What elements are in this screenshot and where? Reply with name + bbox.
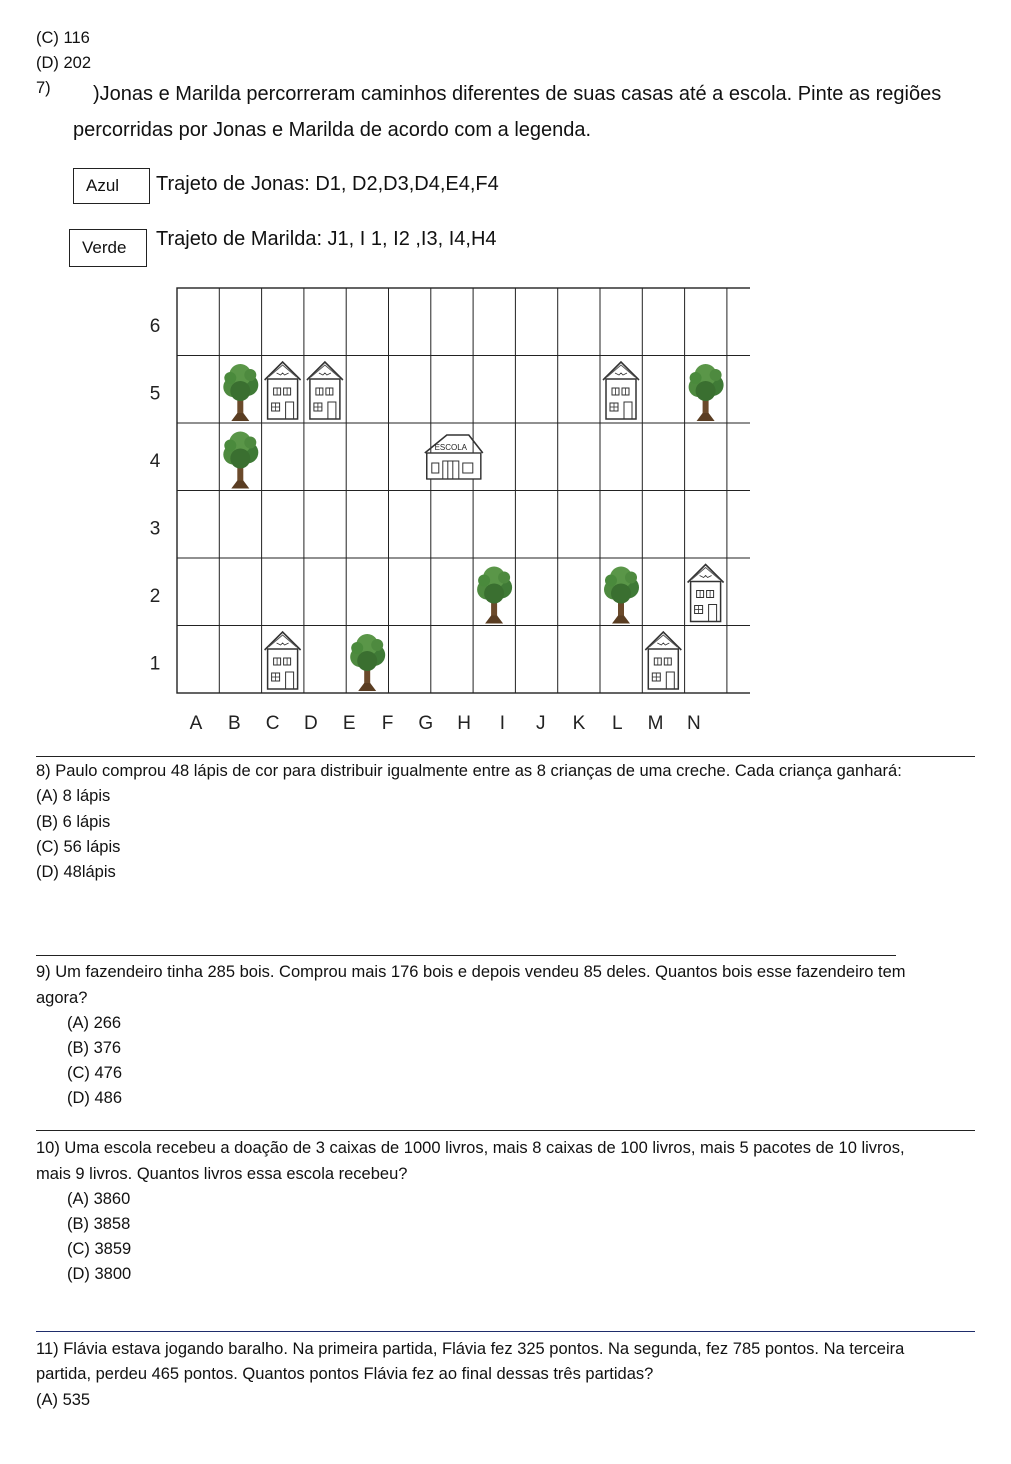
- col-label-G: G: [418, 713, 434, 734]
- col-label-H: H: [457, 713, 471, 734]
- q7-text-line2: percorridas por Jonas e Marilda de acordo com a legenda.: [73, 119, 592, 141]
- q7-text-line1: )Jonas e Marilda percorreram caminhos diferentes de suas casas até a escola. Pinte as regiões: [93, 83, 942, 105]
- school-icon: [425, 435, 483, 479]
- q9-option-a: (A) 266: [67, 1014, 122, 1032]
- legend-box-green-label: Verde: [82, 238, 127, 257]
- col-label-D: D: [304, 713, 318, 734]
- q10-question-line1: 10) Uma escola recebeu a doação de 3 caixas de 1000 livros, mais 8 caixas de 100 livros, mais 5 pacotes de 10 livros,: [36, 1139, 905, 1157]
- tree-icon: [350, 634, 385, 691]
- q9-option-b: (B) 376: [67, 1039, 122, 1057]
- q9-question-line2: agora?: [36, 989, 88, 1007]
- q9-option-c: (C) 476: [67, 1064, 123, 1082]
- house-icon: [307, 362, 343, 419]
- row-label-4: 4: [149, 451, 161, 472]
- coordinate-grid-map: [130, 280, 750, 740]
- q10-question-line2: mais 9 livros. Quantos livros essa escola recebeu?: [36, 1165, 408, 1183]
- col-label-L: L: [612, 713, 623, 734]
- legend-box-green: [69, 229, 147, 267]
- row-label-3: 3: [149, 518, 161, 540]
- q10-option-b: (B) 3858: [67, 1215, 131, 1233]
- divider-q11: [36, 1331, 975, 1332]
- col-label-K: K: [572, 713, 586, 734]
- col-label-I: I: [499, 713, 506, 734]
- tree-icon: [223, 364, 258, 421]
- col-label-J: J: [535, 713, 546, 734]
- col-label-B: B: [227, 713, 241, 734]
- q8-question: 8) Paulo comprou 48 lápis de cor para distribuir igualmente entre as 8 crianças de uma creche. Cada criança ganhará:: [36, 762, 902, 780]
- tree-icon: [477, 567, 512, 624]
- q11-question-line2: partida, perdeu 465 pontos. Quantos pontos Flávia fez ao final dessas três partidas?: [36, 1365, 654, 1383]
- q8-option-a: (A) 8 lápis: [36, 787, 111, 805]
- q10-option-a: (A) 3860: [67, 1190, 131, 1208]
- col-label-N: N: [687, 713, 701, 734]
- col-label-C: C: [265, 713, 280, 734]
- row-label-1: 1: [149, 653, 161, 675]
- divider-q8: [36, 756, 975, 757]
- tree-icon: [689, 364, 724, 421]
- q8-option-b: (B) 6 lápis: [36, 813, 111, 831]
- q8-option-c: (C) 56 lápis: [36, 838, 121, 856]
- q11-option-a: (A) 535: [36, 1391, 91, 1409]
- col-label-E: E: [342, 713, 356, 734]
- house-icon: [645, 632, 681, 689]
- row-label-5: 5: [149, 383, 161, 405]
- legend-box-blue: [73, 168, 150, 204]
- q8-option-d: (D) 48lápis: [36, 863, 116, 881]
- house-icon: [265, 362, 301, 419]
- legend-marilda-route: Trajeto de Marilda: J1, I 1, I2 ,I3, I4,H4: [156, 228, 497, 250]
- q6-option-c: (C) 116: [36, 29, 90, 47]
- house-icon: [265, 632, 301, 689]
- q10-option-d: (D) 3800: [67, 1265, 132, 1283]
- q9-question-line1: 9) Um fazendeiro tinha 285 bois. Comprou mais 176 bois e depois vendeu 85 deles. Quantos bois esse fazendeiro tem: [36, 963, 906, 981]
- col-label-A: A: [189, 713, 203, 734]
- q10-option-c: (C) 3859: [67, 1240, 132, 1258]
- q11-question-line1: 11) Flávia estava jogando baralho. Na primeira partida, Flávia fez 325 pontos. Na segunda, fez 785 pontos. Na terceira: [36, 1340, 905, 1358]
- col-label-F: F: [381, 713, 394, 734]
- tree-icon: [604, 567, 639, 624]
- q9-option-d: (D) 486: [67, 1089, 123, 1107]
- legend-box-blue-label: Azul: [86, 176, 120, 195]
- legend-jonas-route: Trajeto de Jonas: D1, D2,D3,D4,E4,F4: [156, 173, 499, 195]
- house-icon: [603, 362, 639, 419]
- tree-icon: [223, 432, 258, 489]
- q6-option-d: (D) 202: [36, 54, 92, 72]
- q7-number: 7): [36, 79, 51, 97]
- row-label-6: 6: [149, 316, 161, 337]
- school-sign-label: ESCOLA: [434, 443, 468, 452]
- house-icon: [688, 565, 724, 622]
- divider-q10: [36, 1130, 975, 1131]
- row-label-2: 2: [149, 586, 161, 607]
- divider-q9: [36, 955, 896, 956]
- col-label-M: M: [647, 713, 664, 734]
